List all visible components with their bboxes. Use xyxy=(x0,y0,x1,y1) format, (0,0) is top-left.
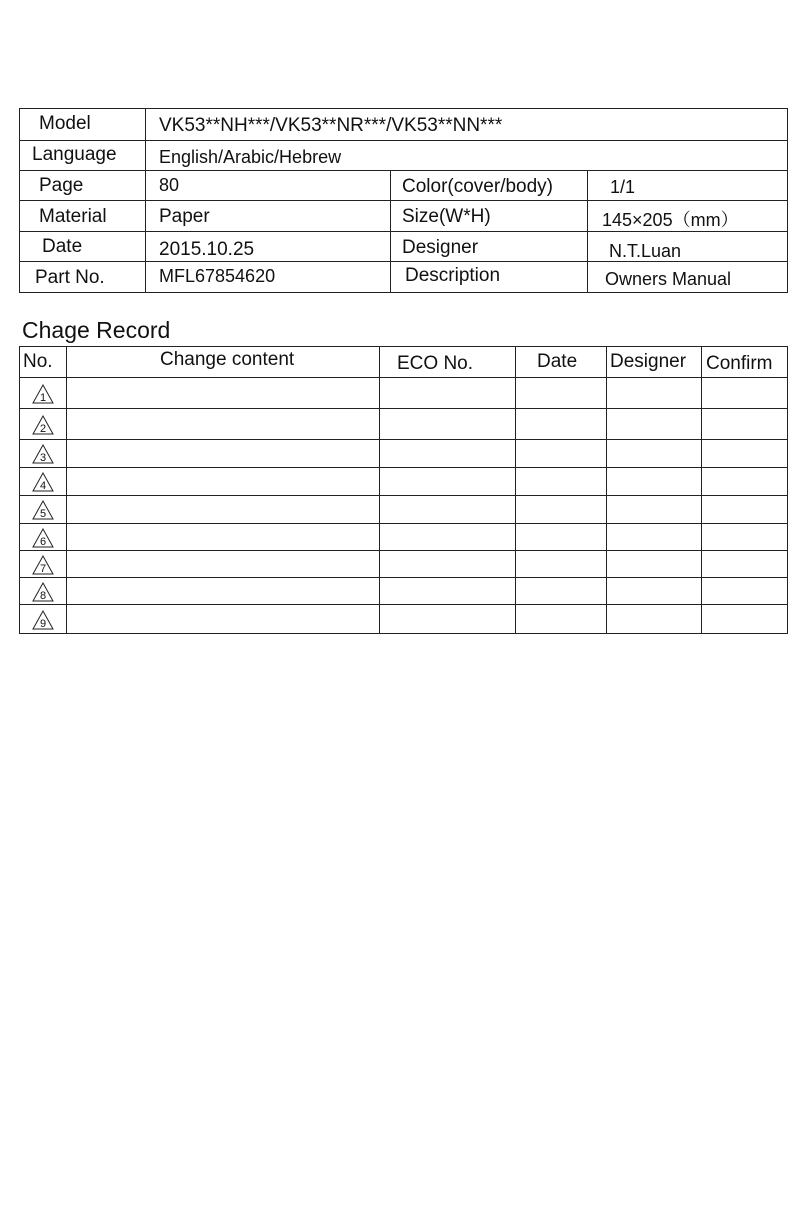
revision-triangle-icon xyxy=(32,500,54,520)
page-label: Page xyxy=(39,175,84,196)
designer-label: Designer xyxy=(402,237,479,258)
partno-label: Part No. xyxy=(35,267,105,288)
size-label: Size(W*H) xyxy=(402,206,491,227)
revision-number: 5 xyxy=(39,508,47,520)
table-row xyxy=(19,439,788,467)
table-row xyxy=(19,604,788,633)
header-designer: Designer xyxy=(610,351,687,372)
revision-triangle-icon xyxy=(32,415,54,435)
revision-number: 8 xyxy=(39,590,47,602)
header-eco-no: ECO No. xyxy=(397,353,474,374)
revision-number: 4 xyxy=(39,480,47,492)
size-value: 145×205（mm） xyxy=(602,210,739,230)
description-value: Owners Manual xyxy=(605,269,732,289)
table-row xyxy=(19,550,788,577)
color-label: Color(cover/body) xyxy=(402,176,553,197)
revision-triangle-icon xyxy=(32,528,54,548)
change-record-title: Chage Record xyxy=(22,317,171,343)
header-no: No. xyxy=(23,351,53,372)
table-row xyxy=(19,495,788,523)
material-value: Paper xyxy=(159,206,210,227)
table-row xyxy=(19,577,788,604)
partno-value: MFL67854620 xyxy=(159,266,276,286)
revision-triangle-icon xyxy=(32,444,54,464)
header-change-content: Change content xyxy=(160,349,295,370)
table-row xyxy=(19,467,788,495)
table-row xyxy=(19,377,788,408)
color-value: 1/1 xyxy=(610,177,636,197)
revision-number: 6 xyxy=(39,536,47,548)
revision-number: 2 xyxy=(39,423,47,435)
revision-triangle-icon xyxy=(32,384,54,404)
table-row xyxy=(19,408,788,439)
date-label: Date xyxy=(42,236,83,257)
document-info-table xyxy=(19,108,788,293)
model-value: VK53**NH***/VK53**NR***/VK53**NN*** xyxy=(159,115,503,136)
language-value: English/Arabic/Hebrew xyxy=(159,147,342,167)
revision-triangle-icon xyxy=(32,610,54,630)
revision-triangle-icon xyxy=(32,582,54,602)
revision-number: 1 xyxy=(39,392,47,404)
header-date: Date xyxy=(537,351,578,372)
header-confirm: Confirm xyxy=(706,353,773,374)
revision-number: 7 xyxy=(39,563,47,575)
revision-number: 9 xyxy=(39,618,47,630)
page-value: 80 xyxy=(159,175,180,195)
language-label: Language xyxy=(32,144,117,165)
description-label: Description xyxy=(405,265,501,286)
date-value: 2015.10.25 xyxy=(159,239,255,260)
material-label: Material xyxy=(39,206,107,227)
change-record-table xyxy=(19,346,788,634)
model-label: Model xyxy=(39,113,91,134)
designer-value: N.T.Luan xyxy=(609,241,682,261)
table-row xyxy=(19,523,788,550)
revision-triangle-icon xyxy=(32,472,54,492)
revision-triangle-icon xyxy=(32,555,54,575)
revision-number: 3 xyxy=(39,452,47,464)
